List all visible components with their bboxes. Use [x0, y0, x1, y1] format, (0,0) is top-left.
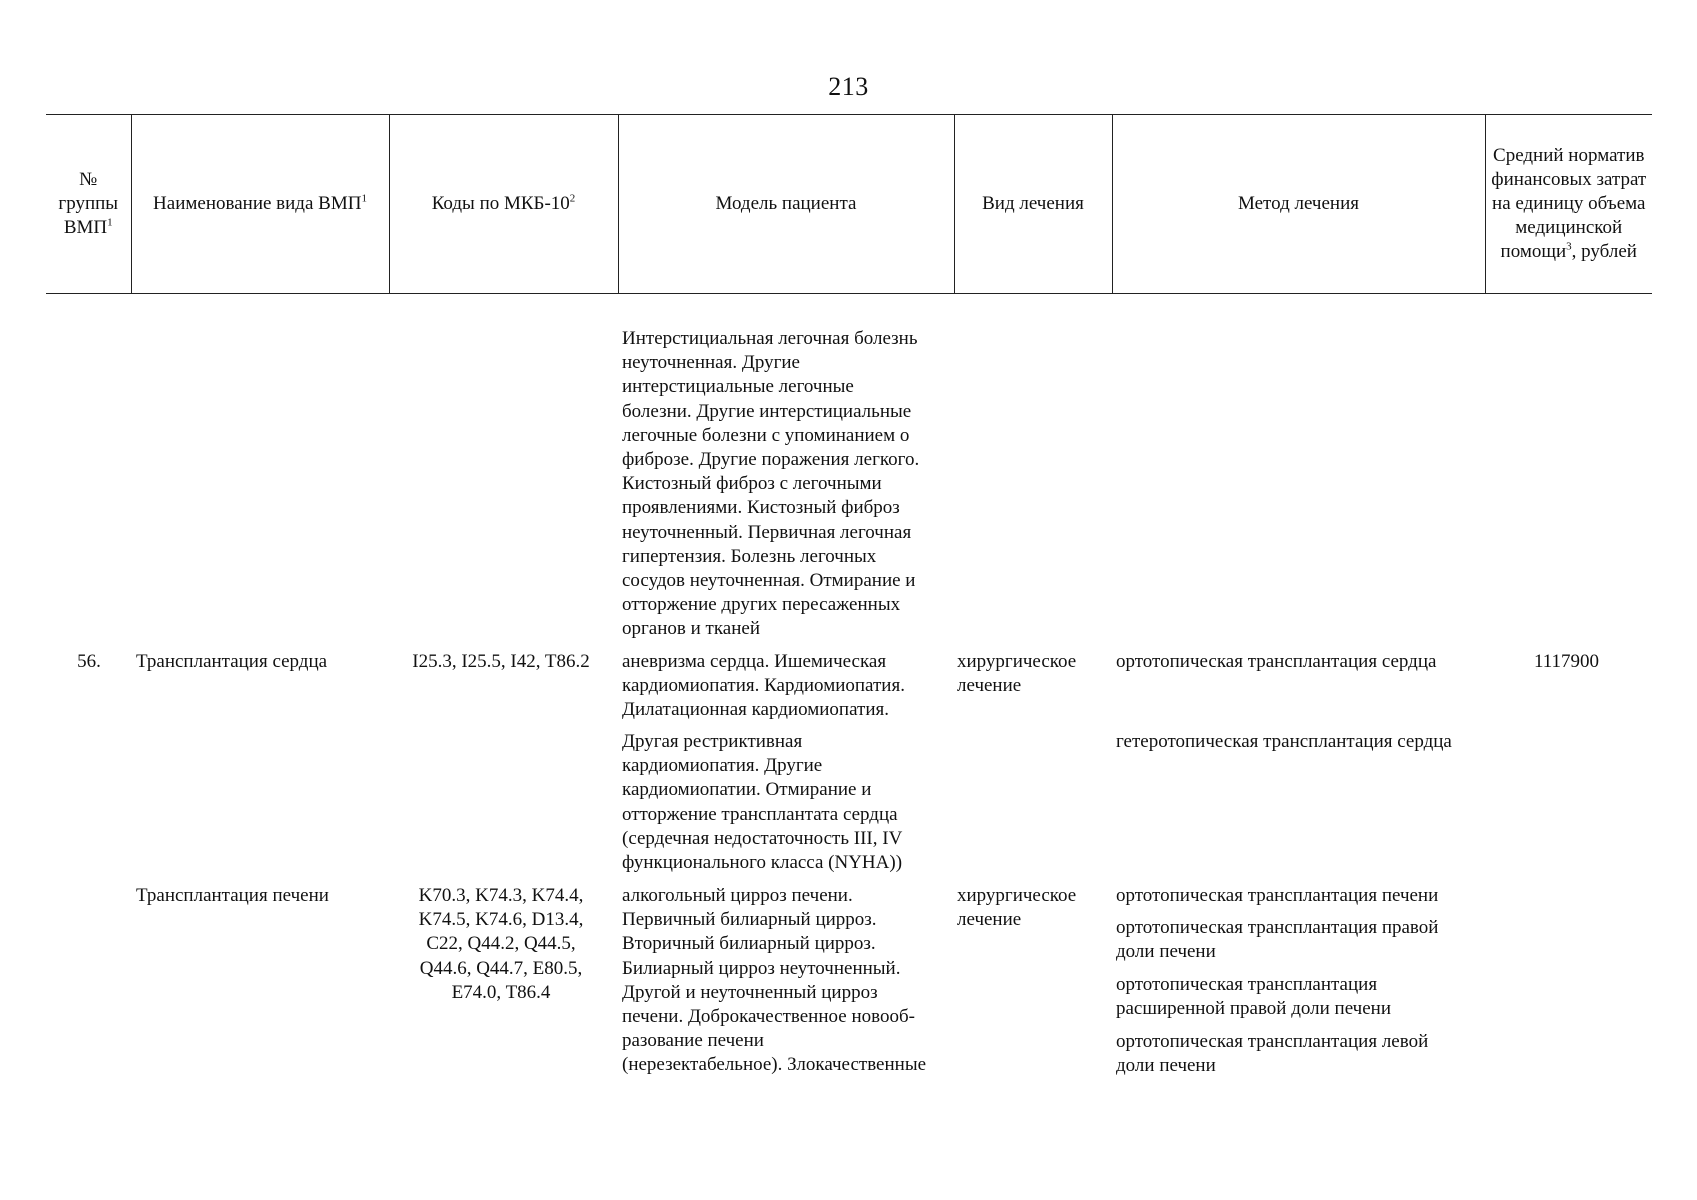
- patient-model-heart-1: аневризма сердца. Ишемическая кардиомиопатия. Кардиомиопатия. Дилатационная кардиомиопатия.: [622, 651, 905, 721]
- header-patient-model: Модель пациента: [618, 115, 954, 294]
- cost-heart: 1117900: [1533, 651, 1600, 672]
- patient-model-continuation: Интерстициальная легочная болезнь неуточненная. Другие интерстициальные легочные болезни. Другие интерстициальные легочные болезни с упоминанием о фиброзе. Другие поражения легкого. Кистозный фиброз с легочными проявлениями. Кистозный фиброз неуточненный. Первичная легочная гипертензия. Болезнь легочных сосудов неуточненная. Отмирание и отторжение других пересаженных органов и тканей: [622, 328, 920, 640]
- treatment-method-liver-1: ортотопическая трансплантация печени: [1116, 885, 1439, 906]
- vmp-name-liver: Трансплантация печени: [136, 885, 329, 906]
- patient-model-liver: алкогольный цирроз печени. Первичный билиарный цирроз. Вторичный билиарный цирроз. Билиарный цирроз неуточненный. Другой и неуточненный цирроз печени. Доброкачественное новооб- разование печени (нерезектабельное). Злокачественные: [622, 885, 927, 1076]
- treatment-method-heart-1: ортотопическая трансплантация сердца: [1116, 651, 1437, 672]
- header-icd-codes: Коды по МКБ-$10^2$: [389, 115, 618, 294]
- treatment-method-liver-3: ортотопическая трансплантация расширенной правой доли печени: [1116, 974, 1391, 1020]
- header-cost: Средний норматив финансовых затрат на единицу объема медицинской помощи$^3$, рублей: [1485, 115, 1652, 294]
- treatment-type-heart: хирургическое лечение: [957, 651, 1077, 697]
- header-group-number: № группы ВМП$^1$: [46, 115, 131, 294]
- group-number: 56.: [77, 651, 101, 672]
- page-number: 213: [828, 72, 869, 101]
- treatment-type-liver: хирургическое лечение: [957, 885, 1077, 931]
- icd-codes-heart: I25.3, I25.5, I42, T86.2: [412, 651, 590, 672]
- treatment-method-heart-2: гетеротопическая трансплантация сердца: [1116, 731, 1452, 752]
- vmp-name-heart: Трансплантация сердца: [136, 651, 328, 672]
- patient-model-heart-2: Другая рестриктивная кардиомиопатия. Другие кардиомиопатии. Отмирание и отторжение трансплантата сердца (сердечная недостаточность III, IV функционального класса (NYHA)): [622, 731, 903, 874]
- treatment-method-liver-4: ортотопическая трансплантация левой доли печени: [1116, 1031, 1429, 1077]
- treatment-method-liver-2: ортотопическая трансплантация правой доли печени: [1116, 917, 1439, 963]
- table-header: [46, 114, 1652, 294]
- icd-codes-liver: K70.3, K74.3, K74.4, K74.5, K74.6, D13.4, C22, Q44.2, Q44.5, Q44.6, Q44.7, E80.5, E74.0, T86.4: [418, 885, 584, 1003]
- header-treatment-method: Метод лечения: [1112, 115, 1485, 294]
- header-vmp-name: Наименование вида ВМП$^1$: [131, 115, 389, 294]
- header-treatment-type: Вид лечения: [954, 115, 1112, 294]
